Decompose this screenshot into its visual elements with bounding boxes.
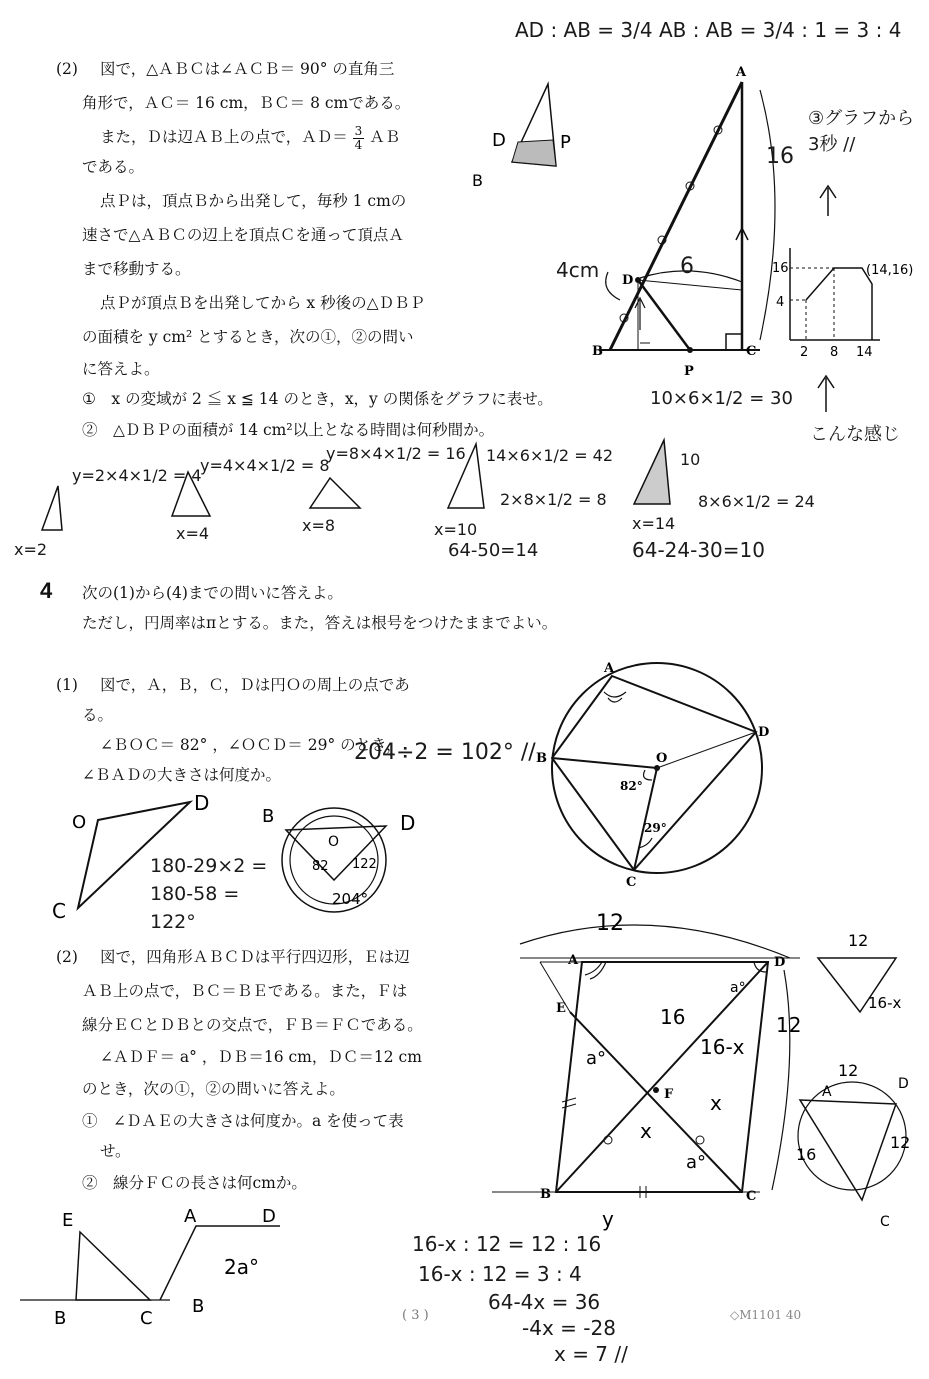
q4-1-line-2: る。: [82, 706, 114, 724]
label-b: B: [592, 344, 603, 359]
svg-text:C: C: [140, 1308, 153, 1329]
svg-text:x: x: [710, 1091, 722, 1115]
svg-text:O: O: [328, 834, 340, 850]
q3-2-line-8: 点Ｐが頂点Ｂを出発してから x 秒後の△ＤＢＰ: [100, 294, 426, 312]
hw-eq-5: x = 7 //: [554, 1342, 628, 1366]
svg-text:204°: 204°: [332, 890, 369, 908]
svg-text:12: 12: [890, 1133, 911, 1152]
svg-text:(14,16): (14,16): [866, 263, 914, 278]
hw-c4x: x=10: [434, 520, 478, 539]
svg-text:E: E: [62, 1210, 74, 1231]
hw-16: 16: [766, 144, 794, 169]
svg-text:O: O: [72, 812, 87, 833]
svg-text:82: 82: [312, 859, 329, 874]
svg-text:16-x: 16-x: [700, 1035, 745, 1059]
para-label-d: D: [774, 955, 786, 970]
q4-2-line-3: 線分ＥＣとＤＢとの交点で，ＦＢ＝ＦＣである。: [82, 1016, 423, 1034]
para-label-e: E: [556, 1001, 566, 1016]
para-label-c: C: [746, 1189, 757, 1204]
hw-c4r: 64-50=14: [448, 540, 539, 561]
q4-intro-2: ただし，円周率はπとする。また，答えは根号をつけたままでよい。: [82, 614, 558, 632]
hw-eq-2: 16-x : 12 = 3 : 4: [418, 1262, 582, 1286]
svg-text:B: B: [54, 1308, 67, 1329]
hw-calc30: 10×6×1/2 = 30: [650, 388, 793, 409]
hw-graph-note: ③グラフから 3秒 //: [808, 108, 915, 155]
para-label-f: F: [664, 1087, 674, 1102]
svg-text:a°: a°: [686, 1152, 707, 1173]
exam-code: ◇M1101 40: [730, 1308, 802, 1322]
q4-2-line-4: ∠ＡＤＦ＝ a° ，ＤＢ＝16 cm，ＤＣ＝12 cm: [100, 1048, 422, 1066]
q4-2-line-2: ＡＢ上の点で，ＢＣ＝ＢＥである。また，Ｆは: [82, 982, 408, 1000]
hw-q41-calc: 180-29×2 = 180-58 = 122°: [150, 855, 268, 933]
hw-konna: こんな感じ: [810, 424, 900, 445]
hw-ratio: AD : AB = 3/4 AB : AB = 3/4 : 1 = 3 : 4: [515, 18, 902, 42]
q4-1-line-3: ∠ＢＯＣ＝ 82° ，∠ＯＣＤ＝ 29° のとき，: [100, 736, 402, 754]
hw-eq-1: 16-x : 12 = 12 : 16: [412, 1232, 602, 1256]
q3-2-line-3: また，Ｄは辺ＡＢ上の点で，ＡＤ＝ $\frac{3}{4}$ ＡＢ: [100, 123, 401, 152]
hw-4cm: 4cm: [556, 258, 600, 282]
q3-2-sub-2: ② △ＤＢＰの面積が 14 cm²以上となる時間は何秒間か。: [82, 421, 495, 439]
svg-text:8: 8: [830, 345, 839, 360]
hw-c4b: 2×8×1/2 = 8: [500, 490, 607, 509]
q3-2-line-1: 図で，△ＡＢＣは∠ＡＣＢ＝ 90° の直角三: [100, 60, 395, 78]
q4-intro-1: 次の(1)から(4)までの問いに答えよ。: [82, 584, 343, 602]
q4-1-line-4: ∠ＢＡＤの大きさは何度か。: [82, 766, 281, 784]
q4-1-number: (1): [56, 676, 78, 694]
svg-text:16: 16: [660, 1005, 686, 1029]
svg-text:a°: a°: [586, 1048, 607, 1069]
svg-text:2a°: 2a°: [224, 1255, 259, 1279]
svg-text:16: 16: [772, 261, 789, 276]
q3-2-line-5: 点Ｐは，頂点Ｂから出発して，毎秒 1 cmの: [100, 192, 407, 210]
svg-text:A: A: [822, 1084, 832, 1100]
circle-label-d: D: [758, 725, 770, 740]
label-a: A: [736, 65, 747, 80]
para-label-a: A: [568, 953, 579, 968]
q3-2-number: (2): [56, 60, 78, 78]
circle-label-a: A: [604, 661, 615, 676]
svg-text:C: C: [52, 899, 66, 923]
svg-text:B: B: [472, 171, 483, 190]
svg-text:16-x: 16-x: [868, 994, 902, 1012]
q3-2-line-2: 角形で，ＡＣ＝ 16 cm，ＢＣ＝ 8 cmである。: [82, 94, 411, 112]
label-d: D: [622, 273, 634, 288]
svg-text:a°: a°: [730, 980, 746, 996]
svg-text:2: 2: [800, 345, 809, 360]
fraction: $\frac{3}{4}$: [354, 123, 363, 152]
hw-eq-4: -4x = -28: [522, 1316, 616, 1340]
q4-2-line-7: せ。: [100, 1142, 131, 1160]
circle-label-c: C: [626, 875, 637, 890]
q4-1-line-1: 図で，Ａ，Ｂ，Ｃ，Ｄは円Ｏの周上の点であ: [100, 676, 410, 694]
hw-6: 6: [680, 254, 694, 279]
svg-text:12: 12: [596, 911, 624, 936]
page-number: ( 3 ): [402, 1308, 429, 1323]
svg-text:12: 12: [776, 1013, 802, 1037]
hw-c1: y=2×4×1/2 = 4: [72, 466, 202, 485]
svg-text:C: C: [880, 1214, 890, 1230]
hw-c1x: x=2: [14, 540, 48, 559]
svg-text:29°: 29°: [644, 821, 667, 835]
hw-c5r: 64-24-30=10: [632, 538, 765, 562]
svg-text:D: D: [400, 811, 416, 835]
label-p: P: [684, 364, 694, 379]
svg-text:D: D: [194, 791, 210, 815]
hw-eq-3: 64-4x = 36: [488, 1290, 601, 1314]
hw-c5x: x=14: [632, 514, 676, 533]
svg-text:14: 14: [856, 345, 873, 360]
svg-text:y: y: [602, 1207, 614, 1231]
hw-c4a: 14×6×1/2 = 42: [486, 446, 614, 465]
hw-c3x: x=8: [302, 516, 336, 535]
hw-c5b: 8×6×1/2 = 24: [698, 492, 815, 511]
svg-text:4: 4: [776, 295, 785, 310]
para-label-b: B: [540, 1187, 551, 1202]
svg-text:82°: 82°: [620, 779, 643, 793]
svg-text:x: x: [640, 1119, 652, 1143]
q3-2-sub-1: ① x の変域が 2 ≦ x ≦ 14 のとき，x，y の関係をグラフに表せ。: [82, 390, 553, 408]
circle-label-o: O: [656, 751, 668, 766]
hw-c2x: x=4: [176, 524, 210, 543]
svg-text:12: 12: [848, 931, 869, 950]
hw-c2: y=4×4×1/2 = 8: [200, 456, 330, 475]
svg-text:B: B: [192, 1296, 205, 1317]
hw-c3: y=8×4×1/2 = 16: [326, 444, 466, 463]
label-c: C: [746, 344, 757, 359]
q4-2-line-6: ① ∠ＤＡＥの大きさは何度か。a を使って表: [82, 1112, 404, 1130]
svg-text:D: D: [898, 1076, 909, 1092]
q3-2-line-9: の面積を y cm² とするとき，次の①，②の問い: [82, 328, 414, 346]
svg-text:B: B: [262, 806, 275, 827]
svg-text:122: 122: [352, 857, 377, 872]
q4-2-line-1: 図で，四角形ＡＢＣＤは平行四辺形，Ｅは辺: [100, 948, 410, 966]
q4-2-line-8: ② 線分ＦＣの長さは何cmか。: [82, 1174, 307, 1192]
svg-text:P: P: [560, 132, 571, 153]
q3-2-line-10: に答えよ。: [82, 360, 160, 378]
q4-2-line-5: のとき，次の①，②の問いに答えよ。: [82, 1080, 345, 1098]
hw-c5a: 10: [680, 450, 701, 469]
svg-text:A: A: [184, 1206, 197, 1227]
q3-2-line-6: 速さで△ＡＢＣの辺上を頂点Ｃを通って頂点Ａ: [82, 226, 404, 244]
circle-label-b: B: [536, 751, 547, 766]
q3-2-line-7: まで移動する。: [82, 260, 191, 278]
q3-2-line-4: である。: [82, 158, 145, 176]
svg-text:D: D: [262, 1206, 276, 1227]
svg-text:16: 16: [796, 1145, 817, 1164]
q4-2-number: (2): [56, 948, 78, 966]
hw-q41-answer: 204÷2 = 102° //: [354, 740, 536, 765]
svg-text:D: D: [492, 130, 506, 151]
svg-text:12: 12: [838, 1061, 859, 1080]
q4-number: 4: [40, 578, 53, 603]
